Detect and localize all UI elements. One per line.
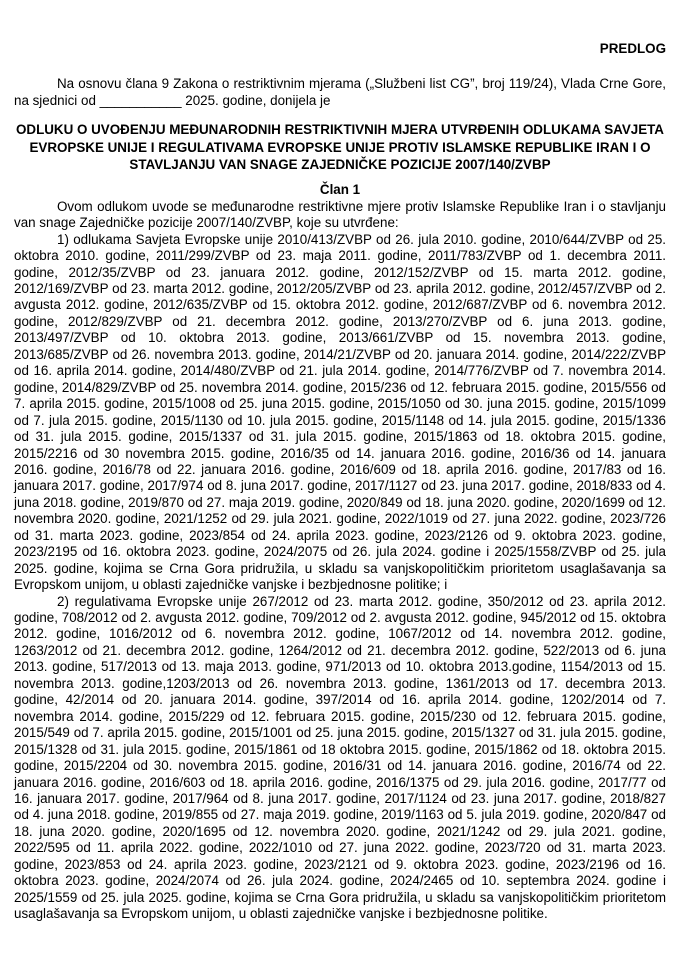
article-1-item-regulations: 2) regulativama Evropske unije 267/2012 od 23. marta 2012. godine, 350/2012 od 23. aprila 2012. godine, 708/2012 od 2. avgusta 2012. godine, 709/2012 od 2. avgusta 2012. godine, 945/2012 od 15. oktobra 2012. godine, 1016/2012 od 6. novembra 2012. godine, 1067/2012 od 14. novembra 2012. godine, 1263/2012 od 21. decembra 2012. godine, 1264/2012 od 21. decembra 2012. godine, 522/2013 od 6. juna 2013. godine, 517/2013 od 13. maja 2013. godine, 971/2013 od 10. oktobra 2013.godine, 1154/2013 od 15. novembra 2013. godine,1203/2013 od 26. novembra 2013. godine, 1361/2013 od 17. decembra 2013. godine, 42/2014 od 20. januara 2014. godine, 397/2014 od 16. aprila 2014. godine, 1202/2014 od 7. novembra 2014. godine, 2015/229 od 12. februara 2015. godine, 2015/230 od 12. februara 2015. godine, 2015/549 od 7. aprila 2015. godine, 2015/1001 od 25. juna 2015. godine, 2015/1327 od 31. jula 2015. godine, 2015/1328 od 31. jula 2015. godine, 2015/1861 od 18 oktobra 2015. godine, 2015/1862 od 18. oktobra 2015. godine, 2015/2204 od 30. novembra 2015. godine, 2016/31 od 14. januara 2016. godine, 2016/74 od 22. januara 2016. godine, 2016/603 od 18. aprila 2016. godine, 2016/1375 od 29. jula 2016. godine, 2017/77 od 16. januara 2017. godine, 2017/964 od 8. juna 2017. godine, 2017/1124 od 23. juna 2017. godine, 2018/827 od 4. juna 2018. godine, 2019/855 od 27. maja 2019. godine, 2019/1163 od 5. jula 2019. godine, 2020/847 od 18. juna 2020. godine, 2020/1695 od 12. novembra 2020. godine, 2021/1242 od 29. jula 2021. godine, 2022/595 od 11. aprila 2022. godine, 2022/1010 od 27. juna 2022. godine, 2023/720 od 31. marta 2023. godine, 2023/853 od 24. aprila 2023. godine, 2023/2121 od 9. oktobra 2023. godine, 2023/2196 od 16. oktobra 2023. godine, 2024/2074 od 26. jula 2024. godine, 2024/2465 od 10. septembra 2024. godine i 2025/1559 od 25. jula 2025. godine, kojima se Crna Gora pridružila, u skladu sa vanjskopolitičkim prioritetom usaglašavanja sa Evropskom unijom, u oblasti zajedničke vanjske i bezbjednosne politike. (14, 593, 666, 922)
decision-title: ODLUKU O UVOĐENJU MEĐUNARODNIH RESTRIKTIVNIH MJERA UTVRĐENIH ODLUKAMA SAVJETA EVROPSKE UNIJE I REGULATIVAMA EVROPSKE UNIJE PROTIV ISLAMSKE REPUBLIKE IRAN I O STAVLJANJU VAN SNAGE ZAJEDNIČKE POZICIJE 2007/140/ZVBP (16, 122, 664, 172)
article-1-heading: Član 1 (319, 182, 361, 198)
article-1-item-decisions: 1) odlukama Savjeta Evropske unije 2010/413/ZVBP od 26. jula 2010. godine, 2010/644/ZVBP od 25. oktobra 2010. godine, 2011/299/ZVBP od 23. maja 2011. godine, 2011/783/ZVBP od 1. decembra 2011. godine, 2012/35/ZVBP od 23. januara 2012. godine, 2012/152/ZVBP od 15. marta 2012. godine, 2012/169/ZVBP od 23. marta 2012. godine, 2012/205/ZVBP od 23. aprila 2012. godine, 2012/457/ZVBP od 2. avgusta 2012. godine, 2012/635/ZVBP od 15. oktobra 2012. godine, 2012/687/ZVBP od 6. novembra 2012. godine, 2012/829/ZVBP od 21. decembra 2012. godine, 2013/270/ZVBP od 6. juna 2013. godine, 2013/497/ZVBP od 10. oktobra 2013. godine, 2013/661/ZVBP od 15. novembra 2013. godine, 2013/685/ZVBP od 26. novembra 2013. godine, 2014/21/ZVBP od 20. januara 2014. godine, 2014/222/ZVBP od 16. aprila 2014. godine, 2014/480/ZVBP od 21. jula 2014. godine, 2014/776/ZVBP od 7. novembra 2014. godine, 2014/829/ZVBP od 25. novembra 2014. godine, 2015/236 od 12. februara 2015. godine, 2015/556 od 7. aprila 2015. godine, 2015/1008 od 25. juna 2015. godine, 2015/1050 od 30. juna 2015. godine, 2015/1099 od 7. jula 2015. godine, 2015/1130 od 10. jula 2015. godine, 2015/1148 od 14. jula 2015. godine, 2015/1336 od 31. jula 2015. godine, 2015/1337 od 31. jula 2015. godine, 2015/1863 od 18. oktobra 2015. godine, 2015/2216 od 30 novembra 2015. godine, 2016/35 od 14. januara 2016. godine, 2016/36 od 14. januara 2016. godine, 2016/78 od 22. januara 2016. godine, 2016/609 od 18. aprila 2016. godine, 2017/83 od 16. januara 2017. godine, 2017/974 od 8. juna 2017. godine, 2017/1127 od 23. juna 2017. godine, 2018/833 od 4. juna 2018. godine, 2019/870 od 27. maja 2019. godine, 2020/849 od 18. juna 2020. godine, 2020/1699 od 12. novembra 2020. godine, 2021/1252 od 29. jula 2021. godine, 2022/1019 od 27. juna 2022. godine, 2023/726 od 31. marta 2023. godine, 2023/854 od 24. aprila 2023. godine, 2023/2126 od 9. oktobra 2023. godine, 2023/2195 od 16. oktobra 2023. godine, 2024/2075 od 26. jula 2024. godine i 2025/1558/ZVBP od 25. jula 2025. godine, kojima se Crna Gora pridružila, u skladu sa vanjskopolitičkim prioritetom usaglašavanja sa Evropskom unijom, u oblasti zajedničke vanjske i bezbjednosne politike; i (14, 231, 666, 593)
legal-basis-paragraph: Na osnovu člana 9 Zakona o restriktivnim mjerama („Službeni list CG”, broj 119/24), Vlada Crne Gore, na sjednici od ___________ 2025. godine, donijela je (14, 76, 666, 108)
document-status-label: PREDLOG (599, 41, 666, 56)
article-1-lead-paragraph: Ovom odlukom uvode se međunarodne restriktivne mjere protiv Islamske Republike Iran i o stavljanju van snage Zajedničke pozicije 2007/140/ZVBP, koje su utvrđene: (14, 198, 666, 231)
